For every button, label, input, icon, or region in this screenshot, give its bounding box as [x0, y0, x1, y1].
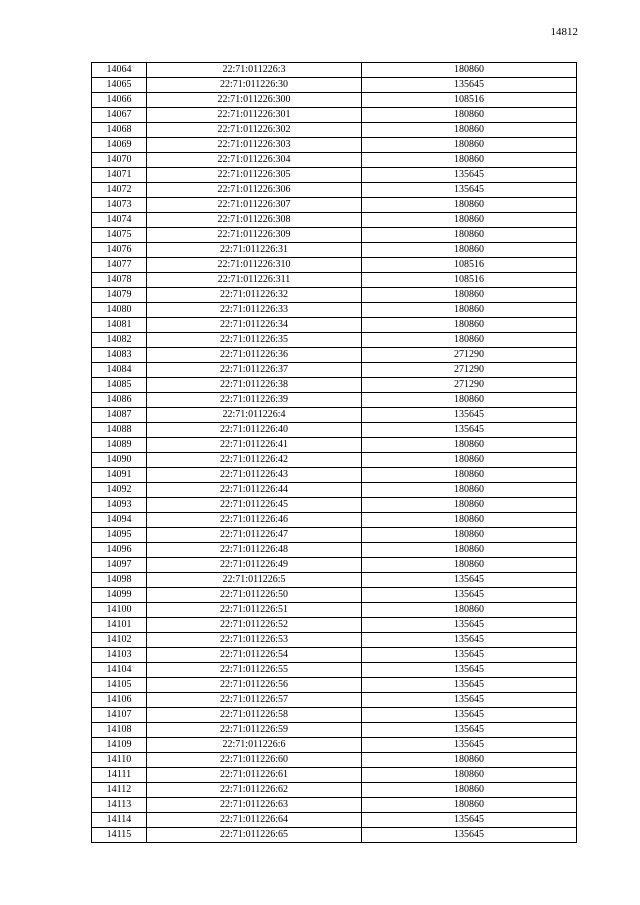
cadastral-number-cell: 22:71:011226:44	[147, 483, 362, 498]
page-number: 14812	[550, 26, 578, 38]
value-cell: 135645	[362, 78, 577, 93]
value-cell: 180860	[362, 153, 577, 168]
row-number-cell: 14101	[92, 618, 147, 633]
cadastral-number-cell: 22:71:011226:47	[147, 528, 362, 543]
value-cell: 180860	[362, 753, 577, 768]
row-number-cell: 14075	[92, 228, 147, 243]
cadastral-number-cell: 22:71:011226:58	[147, 708, 362, 723]
table-row	[92, 288, 577, 303]
table-row	[92, 528, 577, 543]
row-number-cell: 14109	[92, 738, 147, 753]
cadastral-number-cell: 22:71:011226:303	[147, 138, 362, 153]
table-row	[92, 513, 577, 528]
table-row	[92, 303, 577, 318]
cadastral-number-cell: 22:71:011226:306	[147, 183, 362, 198]
cadastral-number-cell: 22:71:011226:60	[147, 753, 362, 768]
row-number-cell: 14081	[92, 318, 147, 333]
cadastral-number-cell: 22:71:011226:63	[147, 798, 362, 813]
cadastral-number-cell: 22:71:011226:40	[147, 423, 362, 438]
cadastral-number-cell: 22:71:011226:41	[147, 438, 362, 453]
cadastral-number-cell: 22:71:011226:5	[147, 573, 362, 588]
value-cell: 180860	[362, 198, 577, 213]
value-cell: 180860	[362, 513, 577, 528]
table-row	[92, 153, 577, 168]
row-number-cell: 14096	[92, 543, 147, 558]
row-number-cell: 14064	[92, 63, 147, 78]
table-row	[92, 798, 577, 813]
table-row	[92, 198, 577, 213]
table-row	[92, 63, 577, 78]
cadastral-number-cell: 22:71:011226:42	[147, 453, 362, 468]
row-number-cell: 14079	[92, 288, 147, 303]
value-cell: 135645	[362, 663, 577, 678]
row-number-cell: 14102	[92, 633, 147, 648]
table-row	[92, 108, 577, 123]
cadastral-number-cell: 22:71:011226:33	[147, 303, 362, 318]
row-number-cell: 14089	[92, 438, 147, 453]
cadastral-number-cell: 22:71:011226:57	[147, 693, 362, 708]
table-row	[92, 93, 577, 108]
row-number-cell: 14076	[92, 243, 147, 258]
value-cell: 135645	[362, 618, 577, 633]
table-row	[92, 708, 577, 723]
table-row	[92, 498, 577, 513]
cadastral-number-cell: 22:71:011226:308	[147, 213, 362, 228]
table-row	[92, 123, 577, 138]
row-number-cell: 14108	[92, 723, 147, 738]
table-row	[92, 183, 577, 198]
cadastral-number-cell: 22:71:011226:311	[147, 273, 362, 288]
row-number-cell: 14104	[92, 663, 147, 678]
table-row	[92, 558, 577, 573]
table-row	[92, 468, 577, 483]
cadastral-number-cell: 22:71:011226:65	[147, 828, 362, 843]
cadastral-number-cell: 22:71:011226:309	[147, 228, 362, 243]
row-number-cell: 14114	[92, 813, 147, 828]
cadastral-number-cell: 22:71:011226:48	[147, 543, 362, 558]
cadastral-number-cell: 22:71:011226:300	[147, 93, 362, 108]
registry-table	[91, 62, 577, 843]
value-cell: 180860	[362, 468, 577, 483]
table-row	[92, 333, 577, 348]
value-cell: 180860	[362, 558, 577, 573]
table-row	[92, 378, 577, 393]
table-row	[92, 783, 577, 798]
table-row	[92, 363, 577, 378]
table-row	[92, 243, 577, 258]
cadastral-number-cell: 22:71:011226:50	[147, 588, 362, 603]
table-row	[92, 273, 577, 288]
value-cell: 180860	[362, 543, 577, 558]
table-row	[92, 543, 577, 558]
value-cell: 180860	[362, 483, 577, 498]
cadastral-number-cell: 22:71:011226:310	[147, 258, 362, 273]
row-number-cell: 14077	[92, 258, 147, 273]
cadastral-number-cell: 22:71:011226:4	[147, 408, 362, 423]
value-cell: 180860	[362, 783, 577, 798]
value-cell: 180860	[362, 303, 577, 318]
value-cell: 180860	[362, 333, 577, 348]
cadastral-number-cell: 22:71:011226:53	[147, 633, 362, 648]
cadastral-number-cell: 22:71:011226:59	[147, 723, 362, 738]
cadastral-number-cell: 22:71:011226:32	[147, 288, 362, 303]
table-row	[92, 138, 577, 153]
value-cell: 135645	[362, 408, 577, 423]
row-number-cell: 14103	[92, 648, 147, 663]
table-row	[92, 483, 577, 498]
cadastral-number-cell: 22:71:011226:302	[147, 123, 362, 138]
row-number-cell: 14107	[92, 708, 147, 723]
table-row	[92, 258, 577, 273]
value-cell: 135645	[362, 738, 577, 753]
value-cell: 135645	[362, 168, 577, 183]
registry-table-body	[92, 63, 577, 843]
cadastral-number-cell: 22:71:011226:36	[147, 348, 362, 363]
table-row	[92, 603, 577, 618]
table-row	[92, 618, 577, 633]
row-number-cell: 14071	[92, 168, 147, 183]
row-number-cell: 14078	[92, 273, 147, 288]
row-number-cell: 14072	[92, 183, 147, 198]
cadastral-number-cell: 22:71:011226:31	[147, 243, 362, 258]
value-cell: 135645	[362, 708, 577, 723]
row-number-cell: 14115	[92, 828, 147, 843]
row-number-cell: 14105	[92, 678, 147, 693]
row-number-cell: 14092	[92, 483, 147, 498]
table-row	[92, 633, 577, 648]
cadastral-number-cell: 22:71:011226:38	[147, 378, 362, 393]
cadastral-number-cell: 22:71:011226:56	[147, 678, 362, 693]
table-row	[92, 453, 577, 468]
row-number-cell: 14066	[92, 93, 147, 108]
row-number-cell: 14088	[92, 423, 147, 438]
cadastral-number-cell: 22:71:011226:304	[147, 153, 362, 168]
cadastral-number-cell: 22:71:011226:55	[147, 663, 362, 678]
cadastral-number-cell: 22:71:011226:61	[147, 768, 362, 783]
cadastral-number-cell: 22:71:011226:3	[147, 63, 362, 78]
value-cell: 135645	[362, 813, 577, 828]
value-cell: 271290	[362, 348, 577, 363]
cadastral-number-cell: 22:71:011226:54	[147, 648, 362, 663]
table-row	[92, 693, 577, 708]
cadastral-number-cell: 22:71:011226:51	[147, 603, 362, 618]
table-row	[92, 663, 577, 678]
cadastral-number-cell: 22:71:011226:62	[147, 783, 362, 798]
row-number-cell: 14090	[92, 453, 147, 468]
value-cell: 180860	[362, 123, 577, 138]
value-cell: 180860	[362, 318, 577, 333]
cadastral-number-cell: 22:71:011226:43	[147, 468, 362, 483]
table-row	[92, 573, 577, 588]
value-cell: 135645	[362, 828, 577, 843]
value-cell: 271290	[362, 363, 577, 378]
value-cell: 135645	[362, 723, 577, 738]
value-cell: 180860	[362, 138, 577, 153]
cadastral-number-cell: 22:71:011226:64	[147, 813, 362, 828]
value-cell: 180860	[362, 453, 577, 468]
row-number-cell: 14112	[92, 783, 147, 798]
table-row	[92, 228, 577, 243]
row-number-cell: 14070	[92, 153, 147, 168]
cadastral-number-cell: 22:71:011226:307	[147, 198, 362, 213]
row-number-cell: 14087	[92, 408, 147, 423]
row-number-cell: 14110	[92, 753, 147, 768]
value-cell: 135645	[362, 423, 577, 438]
value-cell: 180860	[362, 768, 577, 783]
table-row	[92, 168, 577, 183]
value-cell: 180860	[362, 798, 577, 813]
value-cell: 180860	[362, 288, 577, 303]
row-number-cell: 14091	[92, 468, 147, 483]
value-cell: 135645	[362, 648, 577, 663]
row-number-cell: 14082	[92, 333, 147, 348]
cadastral-number-cell: 22:71:011226:30	[147, 78, 362, 93]
value-cell: 180860	[362, 528, 577, 543]
value-cell: 135645	[362, 573, 577, 588]
row-number-cell: 14084	[92, 363, 147, 378]
table-row	[92, 828, 577, 843]
cadastral-number-cell: 22:71:011226:37	[147, 363, 362, 378]
value-cell: 180860	[362, 498, 577, 513]
row-number-cell: 14100	[92, 603, 147, 618]
row-number-cell: 14080	[92, 303, 147, 318]
row-number-cell: 14073	[92, 198, 147, 213]
value-cell: 135645	[362, 183, 577, 198]
cadastral-number-cell: 22:71:011226:39	[147, 393, 362, 408]
row-number-cell: 14097	[92, 558, 147, 573]
table-row	[92, 78, 577, 93]
table-row	[92, 588, 577, 603]
table-row	[92, 648, 577, 663]
value-cell: 135645	[362, 693, 577, 708]
table-row	[92, 423, 577, 438]
row-number-cell: 14093	[92, 498, 147, 513]
row-number-cell: 14094	[92, 513, 147, 528]
table-row	[92, 738, 577, 753]
row-number-cell: 14099	[92, 588, 147, 603]
row-number-cell: 14113	[92, 798, 147, 813]
value-cell: 180860	[362, 108, 577, 123]
value-cell: 108516	[362, 93, 577, 108]
table-row	[92, 213, 577, 228]
value-cell: 271290	[362, 378, 577, 393]
row-number-cell: 14086	[92, 393, 147, 408]
value-cell: 180860	[362, 393, 577, 408]
value-cell: 135645	[362, 633, 577, 648]
table-row	[92, 438, 577, 453]
row-number-cell: 14085	[92, 378, 147, 393]
value-cell: 135645	[362, 678, 577, 693]
cadastral-number-cell: 22:71:011226:52	[147, 618, 362, 633]
table-row	[92, 753, 577, 768]
value-cell: 108516	[362, 258, 577, 273]
value-cell: 180860	[362, 228, 577, 243]
row-number-cell: 14095	[92, 528, 147, 543]
value-cell: 180860	[362, 603, 577, 618]
table-row	[92, 813, 577, 828]
cadastral-number-cell: 22:71:011226:45	[147, 498, 362, 513]
value-cell: 135645	[362, 588, 577, 603]
row-number-cell: 14074	[92, 213, 147, 228]
cadastral-number-cell: 22:71:011226:301	[147, 108, 362, 123]
cadastral-number-cell: 22:71:011226:34	[147, 318, 362, 333]
cadastral-number-cell: 22:71:011226:305	[147, 168, 362, 183]
table-row	[92, 408, 577, 423]
row-number-cell: 14068	[92, 123, 147, 138]
cadastral-number-cell: 22:71:011226:46	[147, 513, 362, 528]
table-row	[92, 348, 577, 363]
row-number-cell: 14069	[92, 138, 147, 153]
value-cell: 108516	[362, 273, 577, 288]
row-number-cell: 14083	[92, 348, 147, 363]
value-cell: 180860	[362, 213, 577, 228]
table-row	[92, 678, 577, 693]
value-cell: 180860	[362, 438, 577, 453]
cadastral-number-cell: 22:71:011226:35	[147, 333, 362, 348]
table-row	[92, 393, 577, 408]
cadastral-number-cell: 22:71:011226:6	[147, 738, 362, 753]
row-number-cell: 14098	[92, 573, 147, 588]
value-cell: 180860	[362, 63, 577, 78]
row-number-cell: 14065	[92, 78, 147, 93]
table-row	[92, 723, 577, 738]
table-row	[92, 768, 577, 783]
table-row	[92, 318, 577, 333]
row-number-cell: 14106	[92, 693, 147, 708]
row-number-cell: 14111	[92, 768, 147, 783]
row-number-cell: 14067	[92, 108, 147, 123]
cadastral-number-cell: 22:71:011226:49	[147, 558, 362, 573]
value-cell: 180860	[362, 243, 577, 258]
